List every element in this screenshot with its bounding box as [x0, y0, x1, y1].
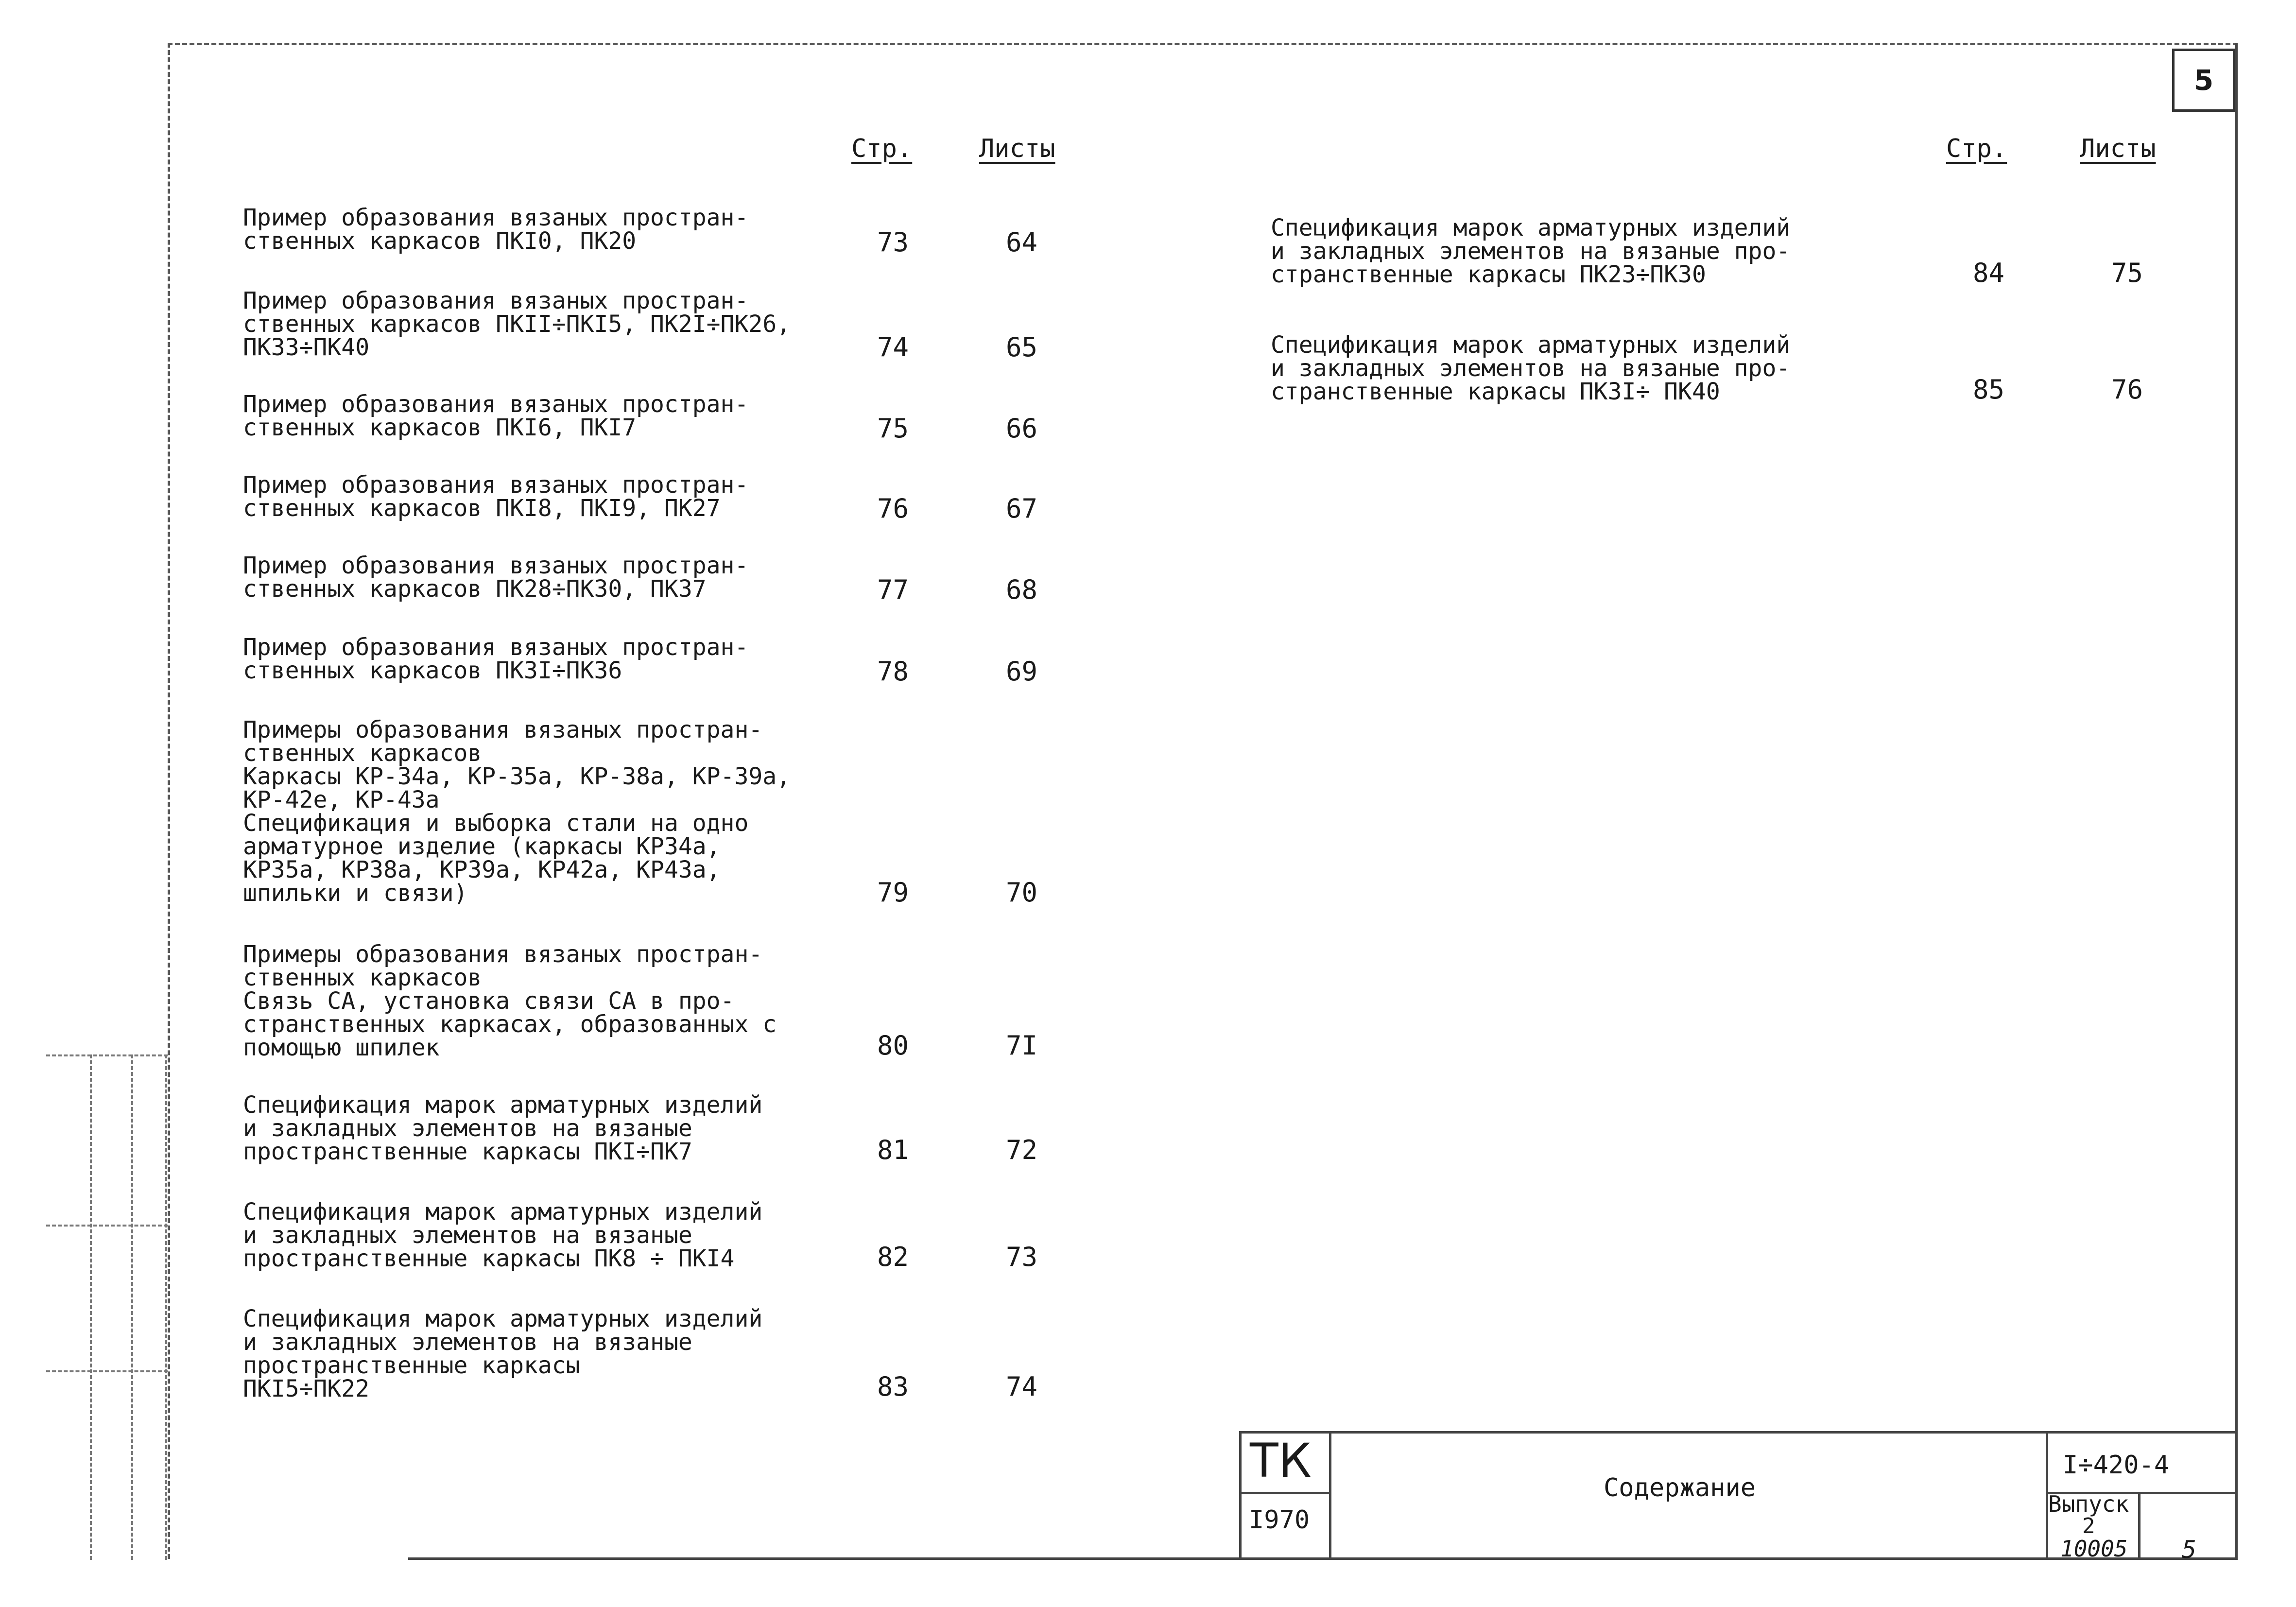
margin-stamp-divider: [131, 1054, 133, 1560]
toc-entry-sheet: 74: [1006, 1371, 1038, 1402]
toc-entry-sheet: 64: [1006, 227, 1038, 258]
toc-entry-title: Пример образования вязаных простран- ственных каркасов ПКI0, ПК20: [243, 204, 749, 255]
toc-entry-page: 77: [877, 574, 909, 605]
toc-entry-page: 74: [877, 332, 909, 363]
toc-entry-page: 76: [877, 493, 909, 524]
toc-entry-sheet: 76: [2111, 374, 2143, 405]
toc-entry-sheet: 67: [1006, 493, 1038, 524]
margin-stamp-divider: [46, 1370, 168, 1372]
toc-entry-sheet: 65: [1006, 332, 1038, 363]
toc-entry-sheet: 72: [1006, 1135, 1038, 1165]
page-number-box: [2172, 49, 2235, 112]
toc-entry-title: Спецификация марок арматурных изделий и закладных элементов на вязаные про- странственные каркасы ПК23÷ПК30: [1271, 214, 1791, 288]
left-page-header: Стр.: [851, 134, 913, 163]
toc-entry-sheet: 7I: [1006, 1030, 1038, 1061]
toc-entry-sheet: 73: [1006, 1242, 1038, 1272]
margin-stamp-strip: [46, 1054, 168, 1560]
title-block-issue-label: Выпуск: [2048, 1491, 2129, 1517]
toc-entry-sheet: 68: [1006, 574, 1038, 605]
right-sheets-header: Листы: [2080, 134, 2156, 163]
right-page-header: Стр.: [1946, 134, 2007, 163]
title-block-year: I970: [1249, 1505, 1310, 1535]
margin-stamp-divider: [90, 1054, 92, 1560]
title-block-title: Содержание: [1604, 1473, 1756, 1503]
toc-entry-title: Пример образования вязаных простран- ственных каркасов ПКII÷ПКI5, ПК2I÷ПК26, ПК33÷ПК40: [243, 287, 791, 361]
frame-left-border: [168, 43, 170, 1559]
bottom-page-number: 5: [2182, 1536, 2197, 1564]
toc-entry-title: Спецификация марок арматурных изделий и закладных элементов на вязаные про- странственные каркасы ПК3I÷ ПК40: [1271, 331, 1791, 405]
toc-entry-title: Примеры образования вязаных простран- ственных каркасов Связь СА, установка связи СА в про- странственных каркасах, образованных с помощью шпилек: [243, 941, 777, 1061]
toc-entry-title: Спецификация марок арматурных изделий и закладных элементов на вязаные пространственные каркасы ПКI÷ПК7: [243, 1091, 763, 1165]
title-block-code: I÷420-4: [2063, 1451, 2170, 1480]
toc-entry-title: Пример образования вязаных простран- ственных каркасов ПКI8, ПКI9, ПК27: [243, 471, 749, 522]
toc-entry-title: Спецификация марок арматурных изделий и закладных элементов на вязаные пространственные каркасы ПК8 ÷ ПКI4: [243, 1198, 763, 1272]
toc-entry-sheet: 70: [1006, 877, 1038, 908]
toc-entry-sheet: 69: [1006, 656, 1038, 687]
toc-entry-title: Спецификация марок арматурных изделий и закладных элементов на вязаные пространственные каркасы ПКI5÷ПК22: [243, 1305, 763, 1402]
toc-entry-title: Пример образования вязаных простран- ственных каркасов ПК28÷ПК30, ПК37: [243, 552, 749, 603]
left-sheets-header: Листы: [979, 134, 1055, 163]
page-number: 5: [2193, 64, 2214, 97]
toc-entry-title: Пример образования вязаных простран- ственных каркасов ПК3I÷ПК36: [243, 634, 749, 684]
toc-entry-sheet: 66: [1006, 413, 1038, 444]
toc-entry-title: Примеры образования вязаных простран- ственных каркасов Каркасы КР-34а, КР-35а, КР-38а, КР-39а, КР-42е, КР-43а Спецификация и выборка стали на одно арматурное изделие (каркасы КР34а, КР35а, КР38а, КР39а, КР42а, КР43а, шпильки и связи): [243, 716, 791, 907]
margin-stamp-divider: [46, 1225, 168, 1227]
toc-entry-page: 81: [877, 1135, 909, 1165]
toc-entry-page: 83: [877, 1371, 909, 1402]
toc-entry-page: 80: [877, 1030, 909, 1061]
toc-entry-page: 85: [1973, 374, 2005, 405]
title-block-issue-number: 2: [2082, 1514, 2095, 1538]
title-block-org: ТК: [1250, 1434, 1312, 1488]
archive-number: 10005: [2060, 1536, 2128, 1562]
toc-entry-page: 84: [1973, 258, 2005, 288]
toc-entry-sheet: 75: [2111, 258, 2143, 288]
frame-right-border: [2235, 43, 2238, 1559]
toc-entry-page: 79: [877, 877, 909, 908]
frame-top-border: [168, 43, 2238, 45]
toc-entry-page: 82: [877, 1242, 909, 1272]
toc-entry-title: Пример образования вязаных простран- ственных каркасов ПКI6, ПКI7: [243, 391, 749, 441]
margin-stamp-divider: [46, 1054, 168, 1056]
toc-entry-page: 78: [877, 656, 909, 687]
toc-entry-page: 75: [877, 413, 909, 444]
toc-entry-page: 73: [877, 227, 909, 258]
margin-stamp-divider: [165, 1054, 167, 1560]
